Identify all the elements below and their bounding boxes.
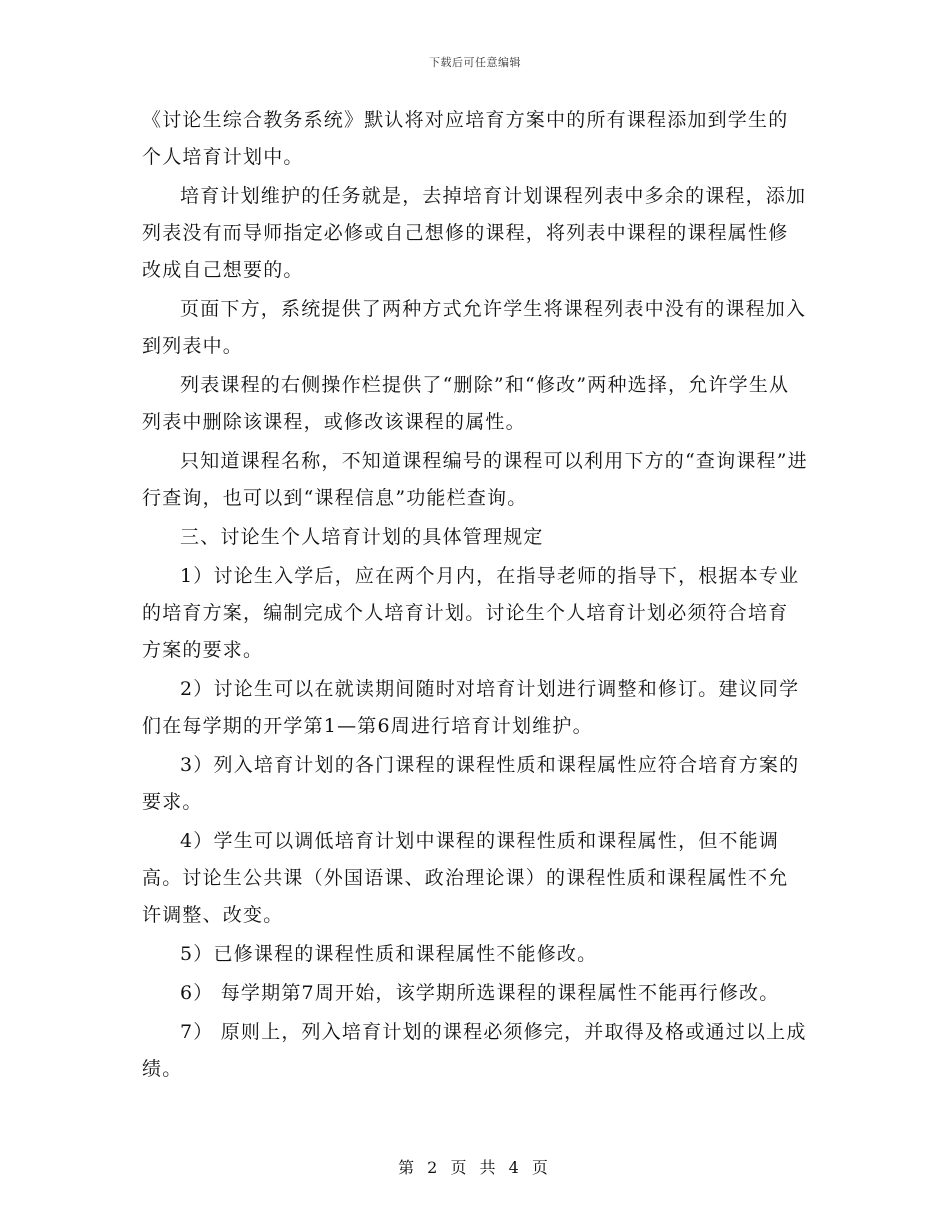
paragraph-page-bottom: 页面下方，系统提供了两种方式允许学生将课程列表中没有的课程加入到列表中。 <box>142 298 807 357</box>
page-header-note: 下载后可任意编辑 <box>429 56 521 69</box>
paragraph-maintenance-task: 培育计划维护的任务就是，去掉培育计划课程列表中多余的课程，添加列表没有而导师指定必修或自己想修的课程，将列表中课程的课程属性修改成自己想要的。 <box>142 185 807 281</box>
rule-item-4: 4）学生可以调低培育计划中课程的课程性质和课程属性，但不能调高。讨论生公共课（外国语课、政治理论课）的课程性质和课程属性不允许调整、改变。 <box>142 830 789 926</box>
rule-item-5: 5）已修课程的课程性质和课程属性不能修改。 <box>180 943 598 965</box>
rule-item-7: 7） 原则上，列入培育计划的课程必须修完，并取得及格或通过以上成绩。 <box>142 1021 807 1080</box>
rule-item-3: 3）列入培育计划的各门课程的课程性质和课程属性应符合培育方案的要求。 <box>142 754 800 813</box>
section-heading: 三、讨论生个人培育计划的具体管理规定 <box>180 526 544 548</box>
document-body <box>142 102 808 1090</box>
rule-item-6: 6） 每学期第7周开始，该学期所选课程的课程属性不能再行修改。 <box>180 982 780 1004</box>
rule-item-2: 2）讨论生可以在就读期间随时对培育计划进行调整和修订。建议同学们在每学期的开学第1—第6周进行培育计划维护。 <box>142 678 800 737</box>
paragraph-intro: 《讨论生综合教务系统》默认将对应培育方案中的所有课程添加到学生的个人培育计划中。 <box>142 109 789 168</box>
rule-item-1: 1）讨论生入学后，应在两个月内，在指导老师的指导下，根据本专业的培育方案，编制完成个人培育计划。讨论生个人培育计划必须符合培育方案的要求。 <box>142 565 800 661</box>
paragraph-query: 只知道课程名称，不知道课程编号的课程可以利用下方的“查询课程”进行查询，也可以到“课程信息”功能栏查询。 <box>142 450 808 509</box>
page-number-footer: 第 2 页 共 4 页 <box>398 1158 552 1177</box>
paragraph-operations: 列表课程的右侧操作栏提供了“删除”和“修改”两种选择，允许学生从列表中删除该课程，或修改该课程的属性。 <box>142 374 790 433</box>
